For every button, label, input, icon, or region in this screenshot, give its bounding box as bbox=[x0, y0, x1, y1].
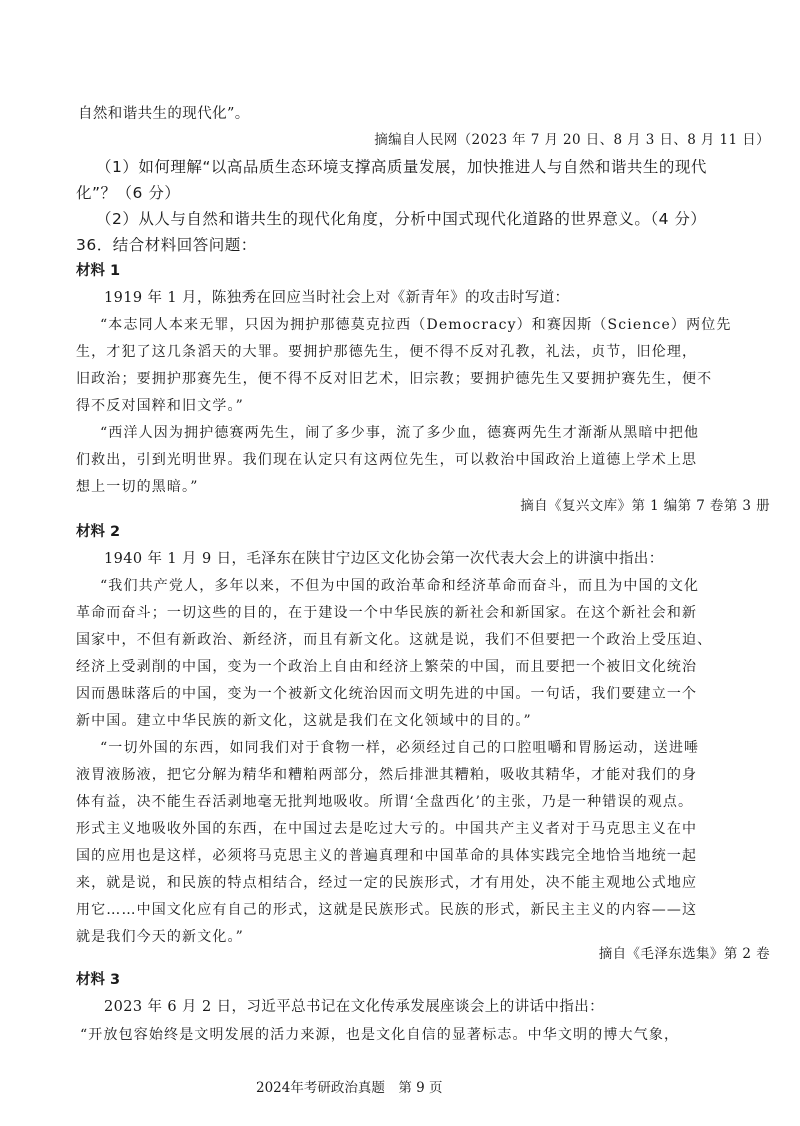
text-line: 1940 年 1 月 9 日，毛泽东在陕甘宁边区文化协会第一次代表大会上的讲演中指出： bbox=[104, 551, 664, 567]
page-footer: 2024年考研政治真题 第 9 页 bbox=[256, 1080, 443, 1096]
quote-line: “本志同人本来无罪，只因为拥护那德莫克拉西（Democracy）和赛因斯（Science）两位先 bbox=[100, 317, 732, 333]
quote-line: 经济上受剥削的中国，变为一个政治上自由和经济上繁荣的中国，而且要把一个被旧文化统治 bbox=[76, 659, 698, 675]
quote-line: “一切外国的东西，如同我们对于食物一样，必须经过自己的口腔咀嚼和胃肠运动，送进唾 bbox=[100, 740, 700, 756]
quote-line: 想上一切的黑暗。” bbox=[76, 479, 199, 495]
material-2-heading: 材料 2 bbox=[76, 524, 121, 540]
question-36: 36．结合材料回答问题： bbox=[76, 236, 257, 254]
quote-line: “西洋人因为拥护德赛两先生，闹了多少事，流了多少血，德赛两先生才渐渐从黑暗中把他 bbox=[100, 425, 700, 441]
question-1-cont: 化”？（6 分） bbox=[76, 184, 181, 202]
question-2: （2）从人与自然和谐共生的现代化角度，分析中国式现代化道路的世界意义。（4 分） bbox=[96, 210, 707, 228]
quote-line: 体有益，决不能生吞活剥地毫无批判地吸收。所谓‘全盘西化’的主张，乃是一种错误的观点。 bbox=[76, 794, 694, 810]
material-3-heading: 材料 3 bbox=[76, 972, 121, 988]
source-citation: 摘自《毛泽东选集》第 2 卷 bbox=[598, 946, 770, 962]
source-citation: 摘自《复兴文库》第 1 编第 7 卷第 3 册 bbox=[520, 498, 770, 514]
quote-line: 们救出，引到光明世界。我们现在认定只有这两位先生，可以救治中国政治上道德上学术上思 bbox=[76, 452, 698, 468]
quote-line: 生，才犯了这几条滔天的大罪。要拥护那德先生，便不得不反对孔教，礼法，贞节，旧伦理， bbox=[76, 344, 698, 360]
source-citation: 摘编自人民网（2023 年 7 月 20 日、8 月 3 日、8 月 11 日） bbox=[374, 132, 770, 148]
quote-line: “开放包容始终是文明发展的活力来源，也是文化自信的显著标志。中华文明的博大气象， bbox=[80, 1027, 680, 1043]
quote-line: 液胃液肠液，把它分解为精华和糟粕两部分，然后排泄其糟粕，吸收其精华，才能对我们的身 bbox=[76, 767, 698, 783]
text-line: 自然和谐共生的现代化”。 bbox=[78, 106, 250, 122]
quote-line: 新中国。建立中华民族的新文化，这就是我们在文化领域中的目的。” bbox=[76, 713, 532, 729]
question-1: （1）如何理解“以高品质生态环境支撑高质量发展，加快推进人与自然和谐共生的现代 bbox=[96, 158, 707, 176]
text-line: 2023 年 6 月 2 日，习近平总书记在文化传承发展座谈会上的讲话中指出： bbox=[104, 999, 604, 1015]
text-line: 1919 年 1 月，陈独秀在回应当时社会上对《新青年》的攻击时写道： bbox=[104, 290, 570, 306]
material-1-heading: 材料 1 bbox=[76, 263, 121, 279]
quote-line: “我们共产党人，多年以来，不但为中国的政治革命和经济革命而奋斗，而且为中国的文化 bbox=[100, 578, 700, 594]
quote-line: 国的应用也是这样，必须将马克思主义的普遍真理和中国革命的具体实践完全地恰当地统一起 bbox=[76, 848, 698, 864]
quote-line: 因而愚昧落后的中国，变为一个被新文化统治因而文明先进的中国。一句话，我们要建立一个 bbox=[76, 686, 698, 702]
quote-line: 国家中，不但有新政治、新经济，而且有新文化。这就是说，我们不但要把一个政治上受压迫、 bbox=[76, 632, 713, 648]
quote-line: 就是我们今天的新文化。” bbox=[76, 929, 244, 945]
quote-line: 来，就是说，和民族的特点相结合，经过一定的民族形式，才有用处，决不能主观地公式地应 bbox=[76, 875, 698, 891]
quote-line: 用它……中国文化应有自己的形式，这就是民族形式。民族的形式，新民主主义的内容——这 bbox=[76, 902, 698, 918]
quote-line: 形式主义地吸收外国的东西，在中国过去是吃过大亏的。中国共产主义者对于马克思主义在中 bbox=[76, 821, 698, 837]
quote-line: 得不反对国粹和旧文学。” bbox=[76, 398, 244, 414]
quote-line: 旧政治；要拥护那赛先生，便不得不反对旧艺术，旧宗教；要拥护德先生又要拥护赛先生，便不 bbox=[76, 371, 713, 387]
quote-line: 革命而奋斗；一切这些的目的，在于建设一个中华民族的新社会和新国家。在这个新社会和新 bbox=[76, 605, 698, 621]
